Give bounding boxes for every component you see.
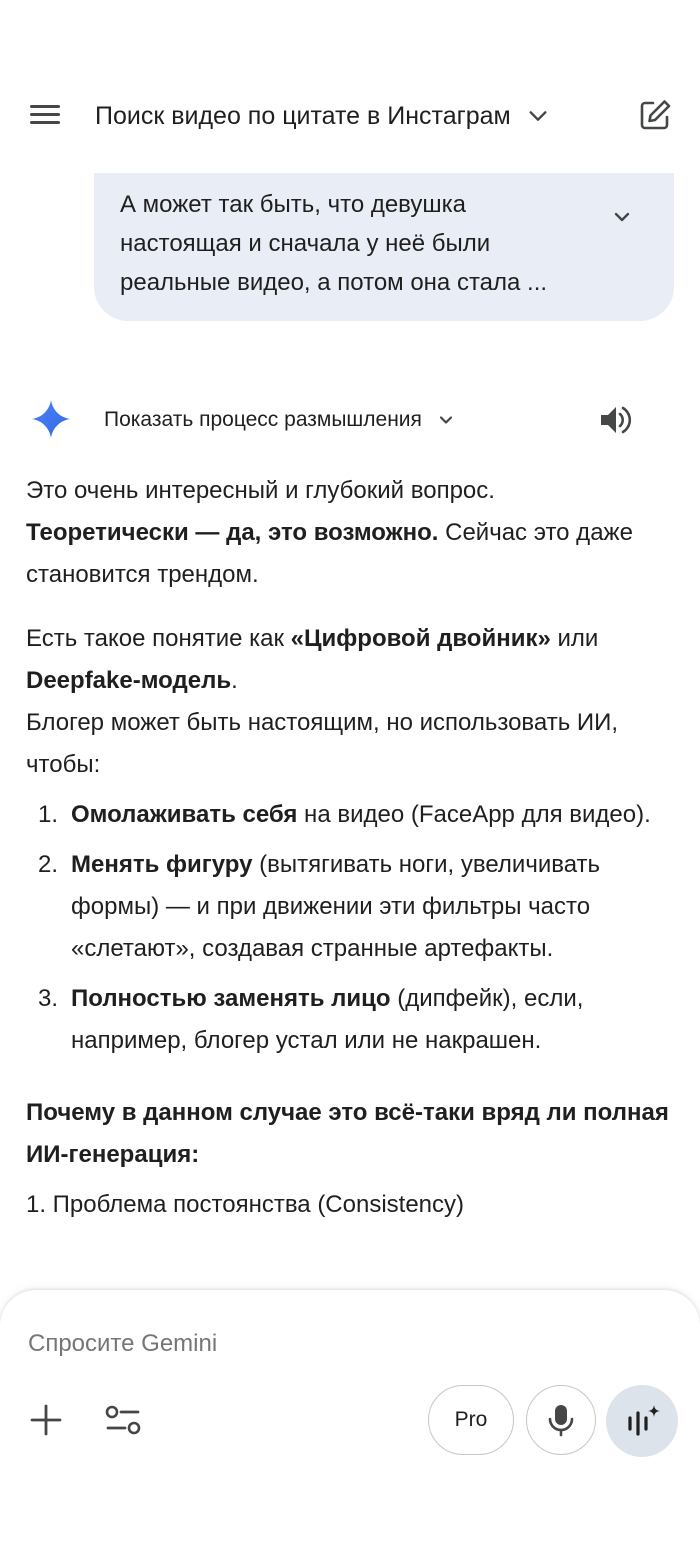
response-paragraph xyxy=(26,470,676,596)
response-bold-text: Deepfake-модель xyxy=(26,667,232,694)
response-text: Сейчас это даже становится трендом. xyxy=(26,519,633,588)
response-text: Есть такое понятие как xyxy=(26,625,291,652)
pro-mode-button[interactable]: Pro xyxy=(428,1385,514,1455)
response-bold-text: Почему в данном случае это всё-таки вряд ли полная ИИ-генерация: xyxy=(26,1099,669,1168)
response-heading xyxy=(26,1092,676,1176)
user-message-line: реальные видео, а потом она стала ... xyxy=(120,269,548,296)
response-bold-text: Менять фигуру xyxy=(71,851,253,878)
chevron-down-icon[interactable] xyxy=(610,205,634,229)
top-app-bar xyxy=(0,80,700,150)
response-bold-text: Полностью заменять лицо xyxy=(71,985,391,1012)
user-message-line: А может так быть, что девушка xyxy=(120,191,467,218)
chevron-down-icon xyxy=(436,410,456,430)
list-item xyxy=(26,844,676,970)
response-text: . xyxy=(231,667,238,694)
prompt-panel xyxy=(0,1290,700,1556)
response-point: 1. Проблема постоянства (Consistency) xyxy=(26,1191,465,1218)
speaker-icon[interactable] xyxy=(598,402,634,438)
show-thinking-toggle[interactable] xyxy=(104,404,456,436)
mic-button[interactable] xyxy=(526,1385,596,1455)
list-number: 3. xyxy=(38,985,59,1012)
response-text: Блогер может быть настоящим, но использовать ИИ, чтобы: xyxy=(26,709,619,778)
list-number: 1. xyxy=(38,801,59,828)
mic-icon xyxy=(546,1403,576,1437)
live-icon xyxy=(622,1401,662,1441)
live-button[interactable] xyxy=(606,1385,678,1457)
menu-icon[interactable] xyxy=(28,100,62,130)
tools-icon[interactable] xyxy=(104,1402,142,1438)
chat-title-dropdown[interactable] xyxy=(95,98,549,134)
response-bold-text: Омолаживать себя xyxy=(71,801,298,828)
prompt-input[interactable] xyxy=(28,1324,668,1364)
list-item xyxy=(26,794,676,836)
list-number: 2. xyxy=(38,851,59,878)
response-bold-text: Теоретически — да, это возможно. xyxy=(26,519,439,546)
response-list xyxy=(26,794,676,1062)
response-text: или xyxy=(550,625,599,652)
response-text: (вытягивать ноги, увеличивать формы) — и при движении эти фильтры часто «слетают», создавая странные артефакты. xyxy=(71,851,601,962)
response-text: (дипфейк), если, например, блогер устал или не накрашен. xyxy=(71,985,584,1054)
chat-title: Поиск видео по цитате в Инстаграм xyxy=(95,101,511,130)
user-message-text xyxy=(120,185,590,302)
edit-icon[interactable] xyxy=(636,96,674,134)
response-text: Это очень интересный и глубокий вопрос. xyxy=(26,477,495,504)
response-text: на видео (FaceApp для видео). xyxy=(297,801,651,828)
response-bold-text: «Цифровой двойник» xyxy=(290,625,551,652)
plus-icon[interactable] xyxy=(28,1402,64,1438)
chevron-down-icon xyxy=(527,105,549,127)
user-message-line: настоящая и сначала у неё были xyxy=(120,230,491,257)
user-message-bubble xyxy=(94,173,674,321)
response-paragraph xyxy=(26,618,676,786)
list-item xyxy=(26,978,676,1062)
gemini-star-icon xyxy=(30,398,72,440)
show-thinking-label: Показать процесс размышления xyxy=(104,408,422,431)
model-response xyxy=(26,470,676,1226)
